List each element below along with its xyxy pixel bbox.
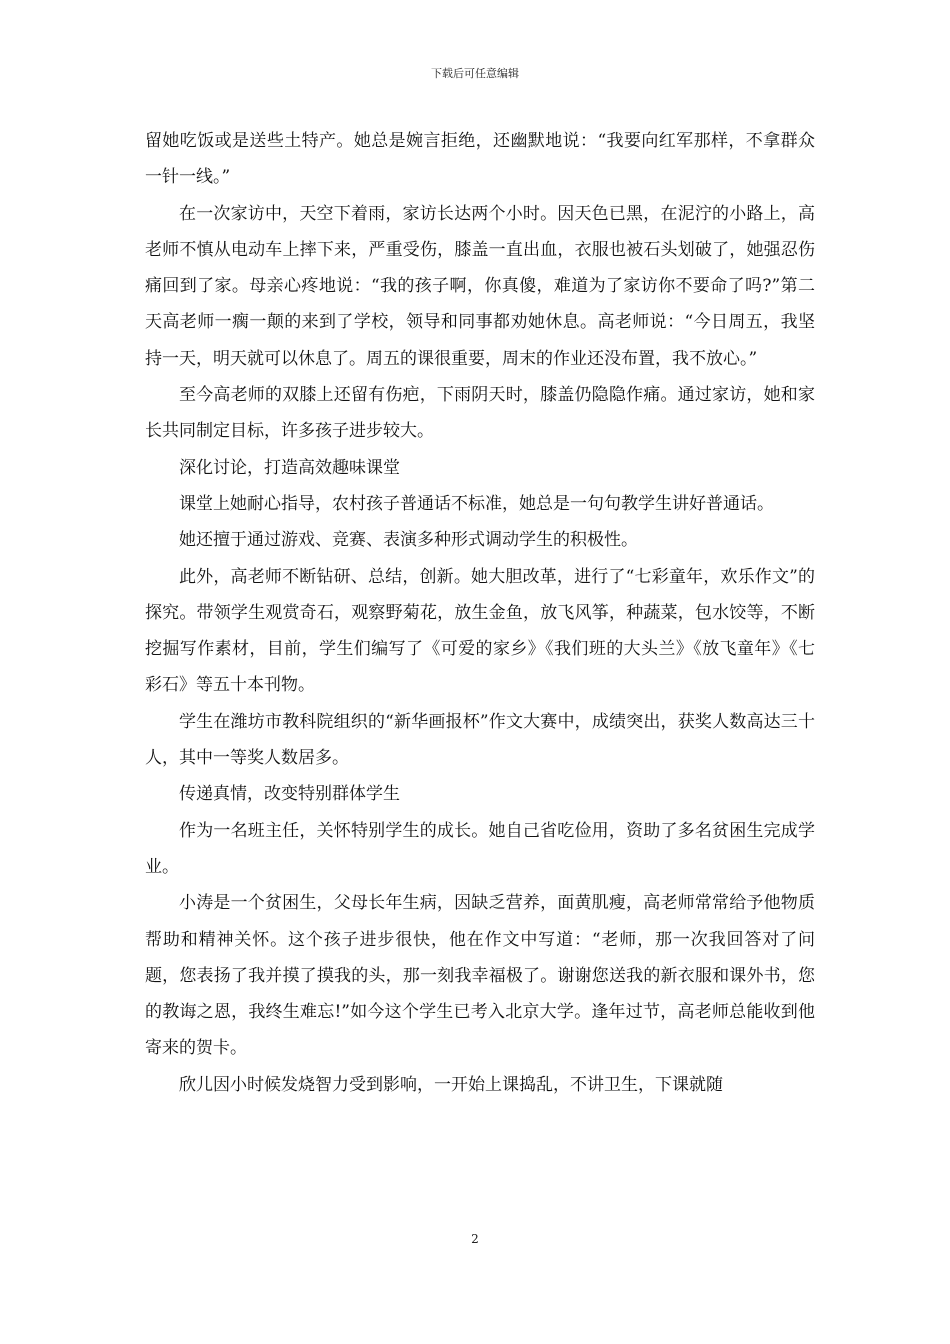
page-header-note: 下载后可任意编辑 bbox=[431, 67, 519, 80]
paragraph-1: 留她吃饭或是送些土特产。她总是婉言拒绝，还幽默地说：“我要向红军那样，不拿群众一针一线。” bbox=[145, 131, 815, 188]
paragraph-11: 小涛是一个贫困生，父母长年生病，因缺乏营养，面黄肌瘦，高老师常常给予他物质帮助和精神关怀。这个孩子进步很快，他在作文中写道：“老师，那一次我回答对了问题，您表扬了我并摸了摸我的头，那一刻我幸福极了。谢谢您送我的新衣服和课外书，您的教诲之恩，我终生难忘!”如今这个学生已考入北京大学。逢年过节，高老师总能收到他寄来的贺卡。 bbox=[145, 893, 815, 1059]
paragraph-6: 她还擅于通过游戏、竞赛、表演多种形式调动学生的积极性。 bbox=[179, 530, 638, 551]
paragraph-5: 课堂上她耐心指导，农村孩子普通话不标准，她总是一句句教学生讲好普通话。 bbox=[179, 493, 774, 514]
paragraph-10: 作为一名班主任，关怀特别学生的成长。她自己省吃俭用，资助了多名贫困生完成学业。 bbox=[145, 820, 815, 877]
paragraph-12: 欣儿因小时候发烧智力受到影响，一开始上课捣乱，不讲卫生，下课就随 bbox=[179, 1074, 723, 1095]
document-body bbox=[145, 123, 815, 1103]
paragraph-2: 在一次家访中，天空下着雨，家访长达两个小时。因天色已黑，在泥泞的小路上，高老师不慎从电动车上摔下来，严重受伤，膝盖一直出血，衣服也被石头划破了，她强忍伤痛回到了家。母亲心疼地说：“我的孩子啊，你真傻，难道为了家访你不要命了吗?”第二天高老师一瘸一颠的来到了学校，领导和同事都劝她休息。高老师说：“今日周五，我坚持一天，明天就可以休息了。周五的课很重要，周末的作业还没布置，我不放心。” bbox=[145, 203, 815, 369]
page-number: 2 bbox=[471, 1232, 479, 1246]
paragraph-7: 此外，高老师不断钻研、总结，创新。她大胆改革，进行了“七彩童年，欢乐作文”的探究。带领学生观赏奇石，观察野菊花，放生金鱼，放飞风筝，种蔬菜，包水饺等，不断挖掘写作素材，目前，学生们编写了《可爱的家乡》《我们班的大头兰》《放飞童年》《七彩石》等五十本刊物。 bbox=[145, 566, 815, 696]
section-heading-classroom: 深化讨论，打造高效趣味课堂 bbox=[179, 457, 400, 478]
paragraph-8: 学生在潍坊市教科院组织的“新华画报杯”作文大赛中，成绩突出，获奖人数高达三十人，其中一等奖人数居多。 bbox=[145, 711, 815, 769]
paragraph-3: 至今高老师的双膝上还留有伤疤，下雨阴天时，膝盖仍隐隐作痛。通过家访，她和家长共同制定目标，许多孩子进步较大。 bbox=[145, 385, 815, 442]
section-heading-special-students: 传递真情，改变特别群体学生 bbox=[179, 784, 400, 805]
